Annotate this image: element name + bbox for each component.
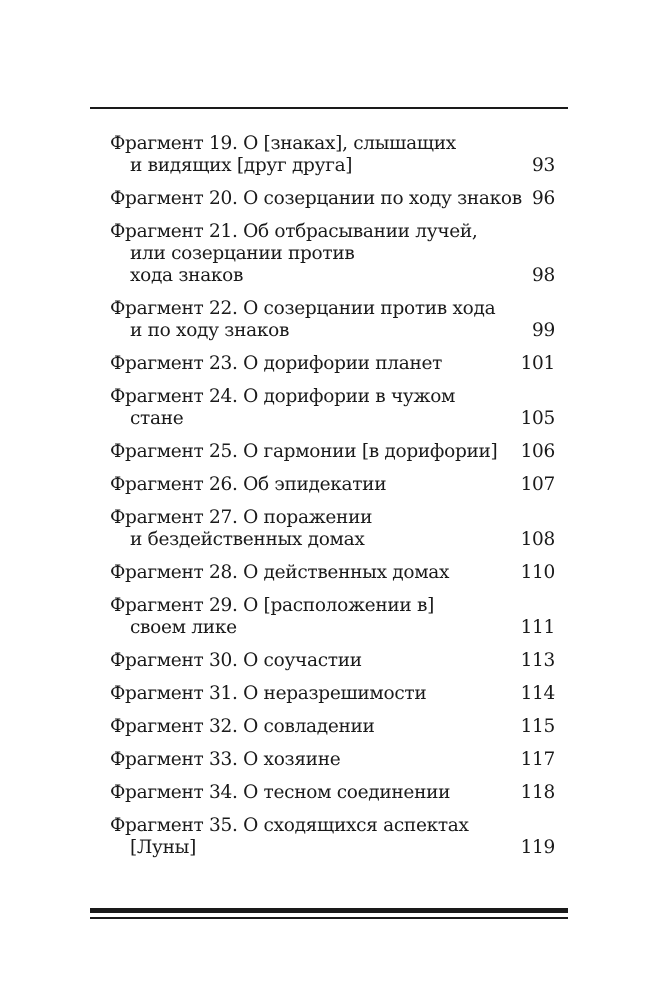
top-rule [90,107,568,109]
toc-entry-31 [110,683,555,705]
toc-entry-title-continuation: и бездейственных домах [130,529,365,550]
toc-entry-22 [110,298,555,342]
toc-entry-title: Фрагмент 34. О тесном соединении [110,782,451,803]
toc-page-number: 115 [520,716,555,737]
bottom-rule-thick [90,908,568,913]
toc-entry-27 [110,507,555,551]
toc-entry-title-continuation: хода знаков [130,265,244,286]
toc-page-number: 110 [520,562,555,583]
toc-entry-26 [110,474,555,496]
toc-entry-title: Фрагмент 31. О неразрешимости [110,683,427,704]
toc-entry-20 [110,188,555,210]
toc-entry-title: Фрагмент 29. О [расположении в] [110,595,435,616]
toc-entry-30 [110,650,555,672]
toc-entry-19 [110,133,555,177]
toc-entry-title: Фрагмент 27. О поражении [110,507,373,528]
table-of-contents [110,133,555,870]
toc-entry-title: Фрагмент 21. Об отбрасывании лучей, [110,221,478,242]
toc-entry-25 [110,441,555,463]
toc-page-number: 93 [532,155,555,176]
toc-page-number: 119 [520,837,555,858]
toc-entry-title: Фрагмент 19. О [знаках], слышащих [110,133,456,154]
toc-entry-title-continuation: или созерцании против [130,243,355,264]
toc-page-number: 106 [520,441,555,462]
toc-entry-33 [110,749,555,771]
toc-entry-title: Фрагмент 28. О действенных домах [110,562,450,583]
toc-entry-title-continuation: и по ходу знаков [130,320,290,341]
toc-page-number: 118 [520,782,555,803]
toc-entry-23 [110,353,555,375]
toc-entry-title: Фрагмент 33. О хозяине [110,749,341,770]
toc-entry-title: Фрагмент 30. О соучастии [110,650,362,671]
toc-page-number: 113 [520,650,555,671]
toc-page-number: 111 [520,617,555,638]
toc-entry-title: Фрагмент 32. О совладении [110,716,375,737]
toc-page-number: 99 [532,320,555,341]
toc-entry-title: Фрагмент 23. О дорифории планет [110,353,443,374]
toc-entry-title-continuation: [Луны] [130,837,197,858]
toc-entry-28 [110,562,555,584]
toc-entry-35 [110,815,555,859]
toc-entry-21 [110,221,555,287]
toc-entry-title: Фрагмент 25. О гармонии [в дорифории] [110,441,498,462]
toc-entry-title: Фрагмент 26. Об эпидекатии [110,474,387,495]
toc-page-number: 105 [520,408,555,429]
toc-entry-title-continuation: стане [130,408,184,429]
toc-entry-29 [110,595,555,639]
toc-page-number: 114 [520,683,555,704]
toc-page-number: 98 [532,265,555,286]
bottom-rule-thin [90,917,568,919]
toc-entry-34 [110,782,555,804]
toc-page-number: 108 [520,529,555,550]
toc-page-number: 101 [520,353,555,374]
toc-page-number: 107 [520,474,555,495]
toc-entry-title: Фрагмент 35. О сходящихся аспектах [110,815,469,836]
toc-page-number: 96 [532,188,555,209]
toc-entry-title: Фрагмент 20. О созерцании по ходу знаков [110,188,522,209]
toc-entry-title: Фрагмент 24. О дорифории в чужом [110,386,456,407]
toc-entry-24 [110,386,555,430]
toc-entry-32 [110,716,555,738]
toc-page-number: 117 [520,749,555,770]
toc-entry-title-continuation: своем лике [130,617,237,638]
toc-entry-title: Фрагмент 22. О созерцании против хода [110,298,496,319]
toc-entry-title-continuation: и видящих [друг друга] [130,155,353,176]
